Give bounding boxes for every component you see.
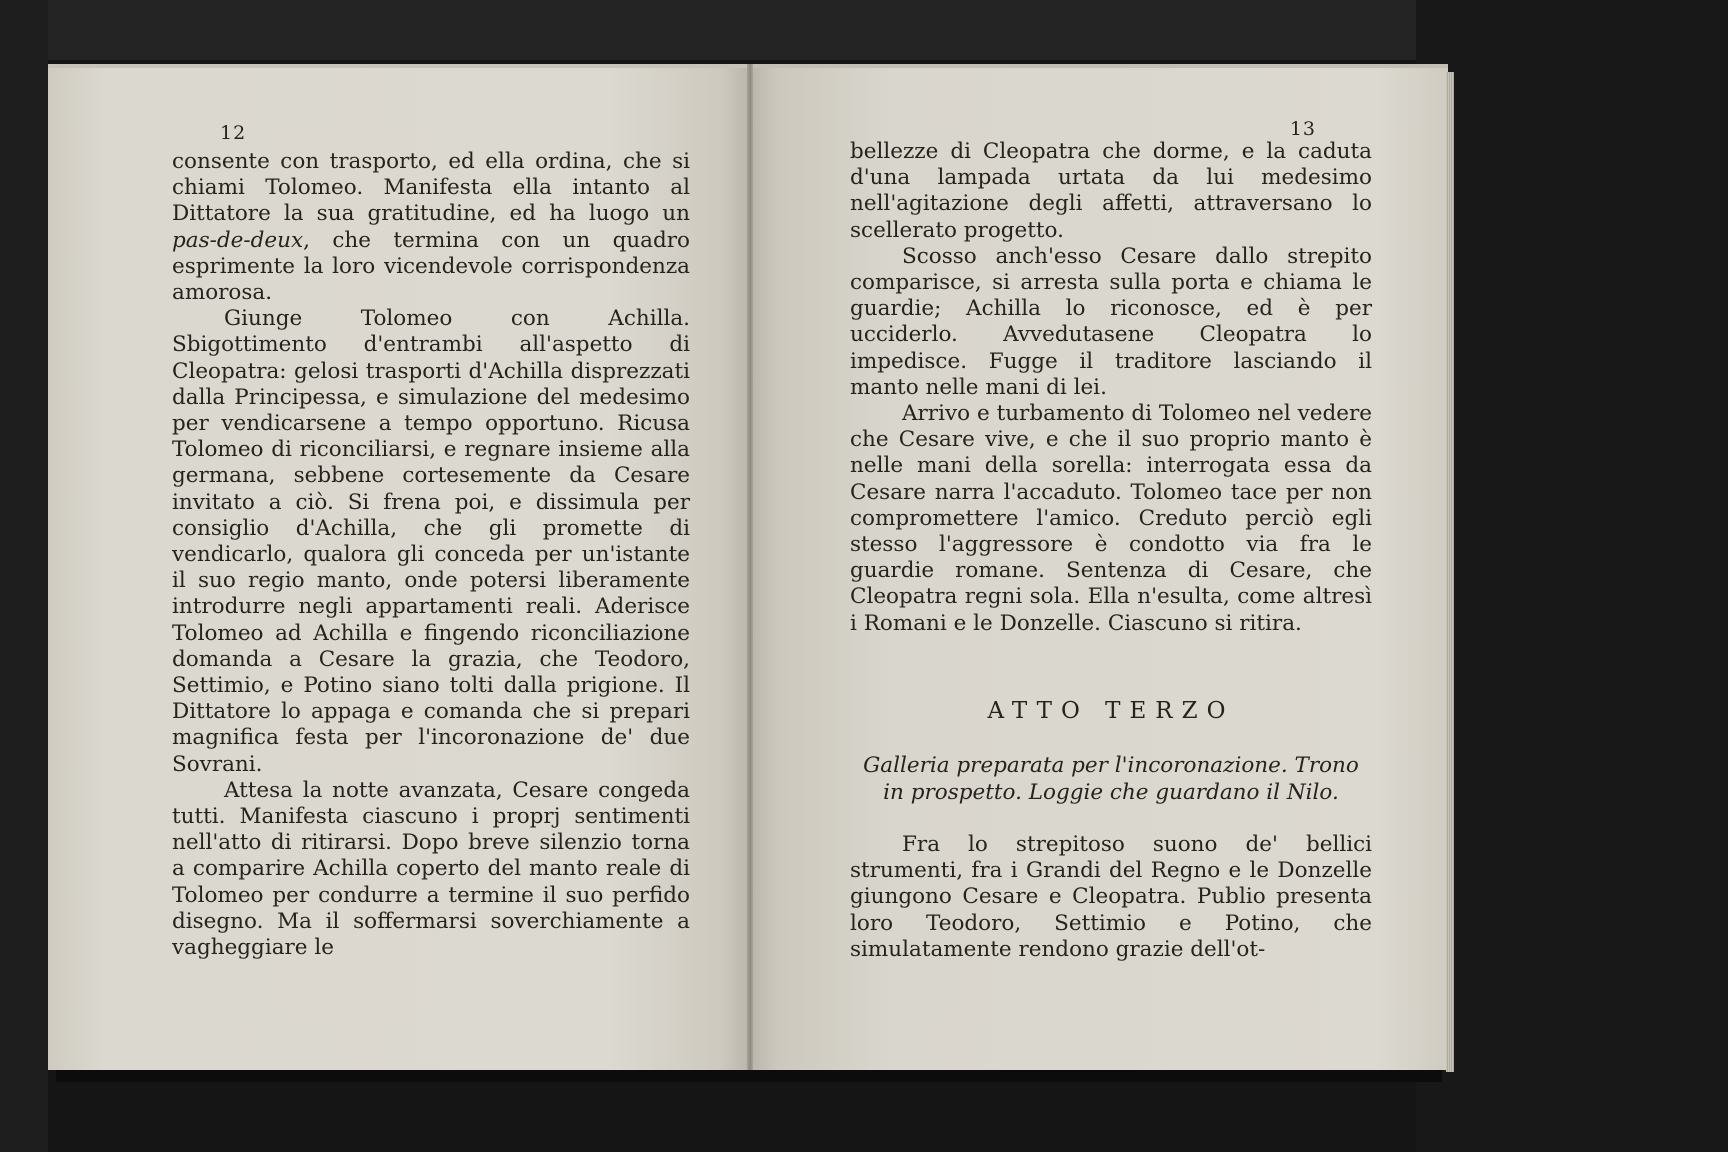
act-heading: ATTO TERZO [987, 698, 1235, 724]
background-right [1416, 0, 1728, 1152]
scene-setting: Galleria preparata per l'incoronazione. Trono in prospetto. Loggie che guardano il Nilo. [863, 753, 1359, 805]
right-paragraph-3: Arrivo e turbamento di Tolomeo nel vedere che Cesare vive, e che il suo proprio manto è nelle mani della sorella: interrogata essa da Cesare narra l'accaduto. Tolomeo tace per non compromettere l'amico. Creduto perciò egli stesso l'aggressore è condotto via fra le guardie romane. Sentenza di Cesare, che Cleopatra regni sola. Ella n'esulta, come altresì i Romani e le Donzelle. Ciascuno si ritira. [850, 401, 1372, 636]
italic-term: pas-de-deux [172, 227, 304, 253]
left-paragraph-3: Attesa la notte avanzata, Cesare congeda tutti. Manifesta ciascuno i proprj sentimenti nell'atto di ritirarsi. Dopo breve silenzio torna a comparire Achilla coperto del manto reale di Tolomeo per condurre a termine il suo perfido disegno. Ma il soffermarsi soverchiamente a vagheggiare le [172, 777, 690, 961]
right-page-number: 13 [1289, 118, 1316, 140]
right-page-final-text [850, 832, 1372, 963]
book-gutter [747, 64, 753, 1070]
left-paragraph-1: consente con trasporto, ed ella ordina, che si chiami Tolomeo. Manifesta ella intanto al Dittatore la sua gratitudine, ed ha luogo un pas-de-deux, che termina con un quadro esprimente la loro vicendevole corrispondenza amorosa. [172, 149, 690, 306]
background-left [0, 0, 48, 1152]
left-page-text [172, 149, 690, 961]
right-page-text [850, 139, 1372, 637]
left-paragraph-2: Giunge Tolomeo con Achilla. Sbigottimento d'entrambi all'aspetto di Cleopatra: gelosi trasporti d'Achilla disprezzati dalla Principessa, e simulazione del medesimo per vendicarsene a tempo opportuno. Ricusa Tolomeo di riconciliarsi, e regnare insieme alla germana, sebbene cortesemente da Cesare invitato a ciò. Si frena poi, e dissimula per consiglio d'Achilla, che gli promette di vendicarlo, qualora gli conceda per un'istante il suo regio manto, onde potersi liberamente introdurre negli appartamenti reali. Aderisce Tolomeo ad Achilla e fingendo riconciliazione domanda a Cesare la grazia, che Teodoro, Settimio, e Potino siano tolti dalla prigione. Il Dittatore lo appaga e comanda che si prepari magnifica festa per l'incoronazione de' due Sovrani. [172, 306, 690, 777]
left-page [48, 64, 750, 1070]
right-paragraph-1: bellezze di Cleopatra che dorme, e la caduta d'una lampada urtata da lui medesimo nell'agitazione degli affetti, attraversano lo scellerato progetto. [850, 139, 1372, 243]
right-page [750, 64, 1448, 1070]
right-paragraph-2: Scosso anch'esso Cesare dallo strepito comparisce, si arresta sulla porta e chiama le guardie; Achilla lo riconosce, ed è per ucciderlo. Avvedutasene Cleopatra lo impedisce. Fugge il traditore lasciando il manto nelle mani di lei. [850, 243, 1372, 400]
right-paragraph-4: Fra lo strepitoso suono de' bellici strumenti, fra i Grandi del Regno e le Donzelle giungono Cesare e Cleopatra. Publio presenta loro Teodoro, Settimio e Potino, che simulatamente rendono grazie dell'ot- [850, 832, 1372, 962]
left-page-number: 12 [220, 122, 247, 144]
page-edges [1446, 72, 1454, 1072]
open-book [48, 64, 1448, 1074]
